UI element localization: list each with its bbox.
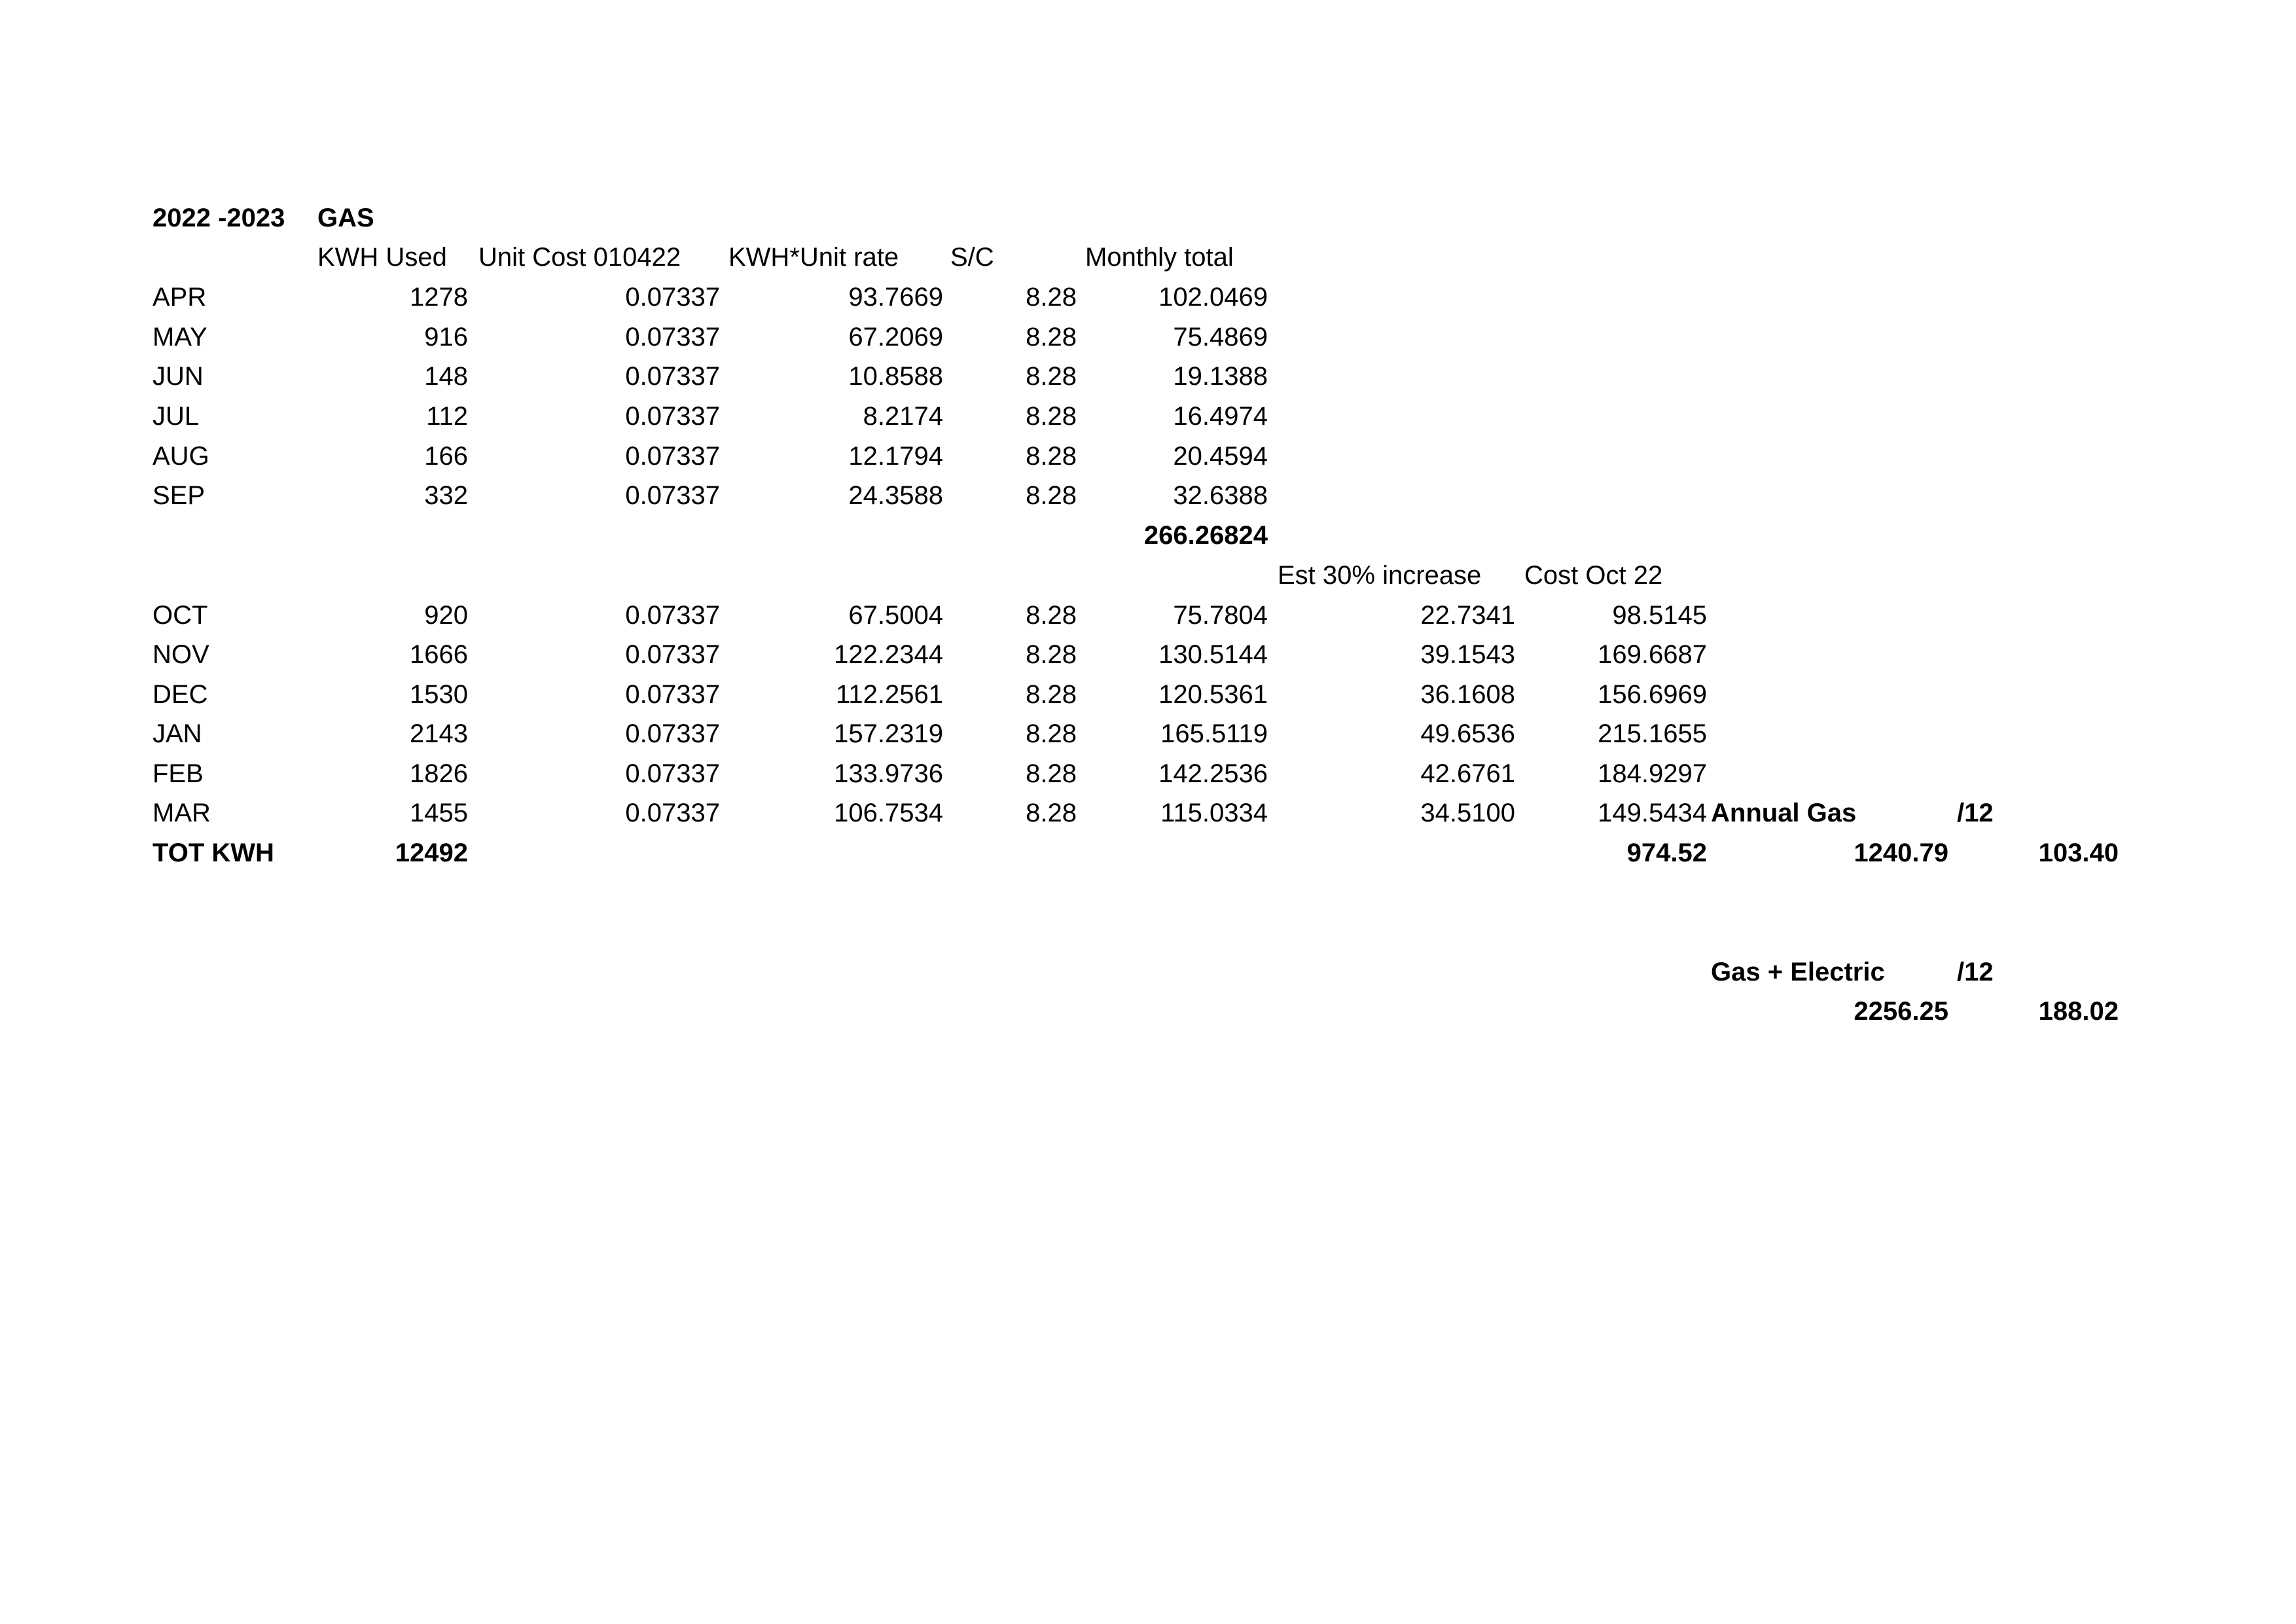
increase-cell: 36.1608 — [1420, 680, 1515, 709]
unit-cost-cell: 0.07337 — [625, 481, 720, 510]
month-cell: AUG — [152, 442, 209, 471]
monthly-total-cell: 142.2536 — [1158, 759, 1268, 788]
sc-cell: 8.28 — [1026, 402, 1077, 431]
month-cell: FEB — [152, 759, 204, 788]
increase-cell: 22.7341 — [1420, 601, 1515, 630]
gas-electric-monthly: 188.02 — [2038, 997, 2119, 1026]
kwh-cell: 920 — [424, 601, 468, 630]
sc-cell: 8.28 — [1026, 362, 1077, 391]
unit-cost-cell: 0.07337 — [625, 640, 720, 669]
tot-kwh-value: 12492 — [395, 839, 468, 867]
sc-cell: 8.28 — [1026, 283, 1077, 312]
unit-cost-cell: 0.07337 — [625, 283, 720, 312]
unit-cost-cell: 0.07337 — [625, 719, 720, 748]
unit-cost-cell: 0.07337 — [625, 323, 720, 352]
monthly-total-cell: 75.7804 — [1173, 601, 1268, 630]
month-cell: JAN — [152, 719, 202, 748]
kwh-rate-cell: 12.1794 — [848, 442, 943, 471]
unit-cost-cell: 0.07337 — [625, 759, 720, 788]
unit-cost-cell: 0.07337 — [625, 362, 720, 391]
monthly-total-cell: 130.5144 — [1158, 640, 1268, 669]
tot-cost-oct: 974.52 — [1626, 839, 1707, 867]
tot-kwh-label: TOT KWH — [152, 839, 274, 867]
kwh-cell: 166 — [424, 442, 468, 471]
cost-oct-cell: 169.6687 — [1598, 640, 1707, 669]
kwh-cell: 1530 — [410, 680, 468, 709]
cost-oct-cell: 98.5145 — [1612, 601, 1707, 630]
kwh-cell: 2143 — [410, 719, 468, 748]
monthly-total-cell: 165.5119 — [1160, 719, 1268, 748]
annual-gas-divisor: /12 — [1957, 799, 1994, 827]
sc-cell: 8.28 — [1026, 719, 1077, 748]
kwh-cell: 1826 — [410, 759, 468, 788]
header-cost-oct: Cost Oct 22 — [1524, 561, 1663, 590]
sc-cell: 8.28 — [1026, 759, 1077, 788]
month-cell: JUL — [152, 402, 200, 431]
subtotal-first-half: 266.26824 — [1143, 521, 1268, 550]
kwh-rate-cell: 67.2069 — [848, 323, 943, 352]
monthly-total-cell: 19.1388 — [1173, 362, 1268, 391]
sc-cell: 8.28 — [1026, 640, 1077, 669]
gas-electric-total: 2256.25 — [1854, 997, 1948, 1026]
kwh-cell: 1666 — [410, 640, 468, 669]
kwh-rate-cell: 112.2561 — [836, 680, 943, 709]
header-kwh-unit-rate: KWH*Unit rate — [728, 243, 899, 272]
month-cell: MAR — [152, 799, 211, 827]
sc-cell: 8.28 — [1026, 481, 1077, 510]
kwh-cell: 112 — [426, 402, 468, 431]
gas-electric-divisor: /12 — [1957, 958, 1994, 986]
sc-cell: 8.28 — [1026, 601, 1077, 630]
month-cell: APR — [152, 283, 207, 312]
monthly-total-cell: 16.4974 — [1173, 402, 1268, 431]
kwh-rate-cell: 24.3588 — [848, 481, 943, 510]
kwh-rate-cell: 157.2319 — [834, 719, 943, 748]
kwh-rate-cell: 8.2174 — [863, 402, 943, 431]
unit-cost-cell: 0.07337 — [625, 799, 720, 827]
kwh-rate-cell: 106.7534 — [834, 799, 943, 827]
header-kwh-used: KWH Used — [317, 243, 447, 272]
unit-cost-cell: 0.07337 — [625, 402, 720, 431]
increase-cell: 39.1543 — [1420, 640, 1515, 669]
year-title: 2022 -2023 — [152, 204, 285, 232]
kwh-cell: 1278 — [410, 283, 468, 312]
kwh-rate-cell: 67.5004 — [848, 601, 943, 630]
monthly-total-cell: 75.4869 — [1173, 323, 1268, 352]
header-sc: S/C — [950, 243, 994, 272]
annual-gas-label: Annual Gas — [1711, 799, 1857, 827]
kwh-cell: 916 — [424, 323, 468, 352]
cost-oct-cell: 149.5434 — [1598, 799, 1707, 827]
annual-gas-monthly: 103.40 — [2038, 839, 2119, 867]
increase-cell: 49.6536 — [1420, 719, 1515, 748]
month-cell: NOV — [152, 640, 209, 669]
sc-cell: 8.28 — [1026, 799, 1077, 827]
header-monthly-total: Monthly total — [1085, 243, 1234, 272]
monthly-total-cell: 115.0334 — [1160, 799, 1268, 827]
sc-cell: 8.28 — [1026, 442, 1077, 471]
cost-oct-cell: 156.6969 — [1598, 680, 1707, 709]
unit-cost-cell: 0.07337 — [625, 442, 720, 471]
month-cell: JUN — [152, 362, 204, 391]
month-cell: DEC — [152, 680, 208, 709]
kwh-cell: 148 — [424, 362, 468, 391]
month-cell: MAY — [152, 323, 207, 352]
cost-oct-cell: 184.9297 — [1598, 759, 1707, 788]
kwh-rate-cell: 122.2344 — [834, 640, 943, 669]
cost-oct-cell: 215.1655 — [1598, 719, 1707, 748]
kwh-rate-cell: 93.7669 — [848, 283, 943, 312]
gas-electric-label: Gas + Electric — [1711, 958, 1885, 986]
monthly-total-cell: 102.0469 — [1158, 283, 1268, 312]
sc-cell: 8.28 — [1026, 323, 1077, 352]
unit-cost-cell: 0.07337 — [625, 601, 720, 630]
monthly-total-cell: 20.4594 — [1173, 442, 1268, 471]
sc-cell: 8.28 — [1026, 680, 1077, 709]
increase-cell: 34.5100 — [1420, 799, 1515, 827]
header-est-increase: Est 30% increase — [1278, 561, 1482, 590]
month-cell: SEP — [152, 481, 206, 510]
kwh-rate-cell: 10.8588 — [848, 362, 943, 391]
monthly-total-cell: 32.6388 — [1173, 481, 1268, 510]
increase-cell: 42.6761 — [1420, 759, 1515, 788]
monthly-total-cell: 120.5361 — [1158, 680, 1268, 709]
unit-cost-cell: 0.07337 — [625, 680, 720, 709]
kwh-cell: 1455 — [410, 799, 468, 827]
header-unit-cost: Unit Cost 010422 — [478, 243, 681, 272]
fuel-title: GAS — [317, 204, 374, 232]
annual-gas-total: 1240.79 — [1854, 839, 1948, 867]
kwh-rate-cell: 133.9736 — [834, 759, 943, 788]
month-cell: OCT — [152, 601, 208, 630]
kwh-cell: 332 — [424, 481, 468, 510]
